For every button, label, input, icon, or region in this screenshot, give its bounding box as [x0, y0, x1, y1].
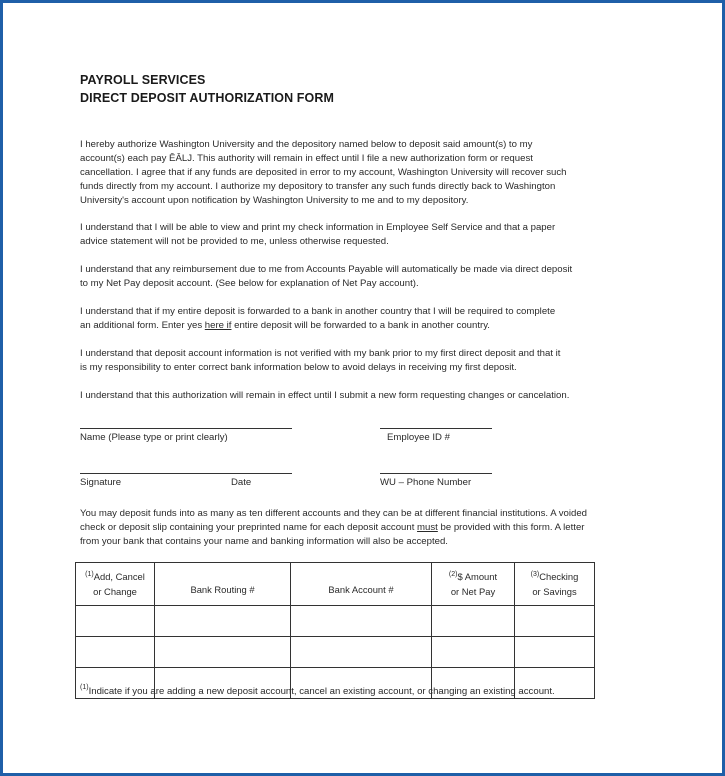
foreign-bank-entry-field[interactable]: here if [204, 320, 232, 331]
table-cell-amount[interactable] [432, 606, 515, 637]
table-cell-type[interactable] [515, 637, 595, 668]
header-line: or Savings [532, 586, 577, 597]
employee-id-field-line[interactable] [380, 428, 492, 429]
header-amount-net-pay [432, 563, 515, 606]
phone-label: WU – Phone Number [380, 477, 472, 488]
date-label: Date [231, 477, 252, 488]
table-header-row [76, 563, 595, 606]
header-line [76, 569, 154, 584]
phone-field-line[interactable] [380, 473, 492, 474]
header-text: $ Amount [457, 571, 498, 582]
header-form-title: DIRECT DEPOSIT AUTHORIZATION FORM [80, 91, 334, 105]
table-cell-routing[interactable] [155, 606, 291, 637]
footnote-marker: (1) [80, 684, 89, 691]
table-row [76, 637, 595, 668]
signature-label: Signature [80, 477, 122, 488]
footnote-marker: (2) [448, 571, 458, 578]
table-cell-routing[interactable] [155, 637, 291, 668]
footnote-text: Indicate if you are adding a new deposit account, cancel an existing account, or changing an existing account. [88, 686, 555, 697]
text-line [80, 319, 650, 333]
header-line: or Net Pay [450, 586, 496, 597]
header-payroll-services: PAYROLL SERVICES [80, 73, 206, 87]
text-line: from your bank that contains your name and banking information will also be accepted. [80, 536, 448, 547]
effect-paragraph [80, 389, 650, 403]
table-cell-amount[interactable] [432, 637, 515, 668]
footnote-marker: (1) [85, 571, 94, 578]
table-cell-account[interactable] [291, 637, 432, 668]
header-text: Add, Cancel [93, 571, 145, 582]
header-bank-account: Bank Account # [291, 563, 432, 606]
table-row [76, 606, 595, 637]
table-cell-action[interactable] [76, 637, 155, 668]
self-service-paragraph [80, 221, 650, 249]
table-cell-account[interactable] [291, 606, 432, 637]
verification-paragraph [80, 347, 650, 375]
multiple-accounts-paragraph [80, 507, 660, 549]
header-text: Checking [539, 571, 579, 582]
reimbursement-paragraph [80, 263, 650, 291]
text-fragment: an additional form. Enter yes [80, 320, 205, 331]
authorization-paragraph [80, 138, 650, 208]
name-field-line[interactable] [80, 428, 292, 429]
table-cell-type[interactable] [515, 606, 595, 637]
text-line: I understand that I will be able to view and print my check information in Employee Self Service and that a paper [80, 222, 556, 233]
footnote-marker: (3) [530, 571, 540, 578]
header-add-cancel-change [76, 563, 155, 606]
text-fragment: entire deposit will be forwarded to a bank in another country. [231, 320, 490, 331]
foreign-bank-paragraph [80, 305, 650, 333]
header-line [432, 569, 514, 584]
header-line [515, 569, 594, 584]
text-line: You may deposit funds into as many as ten different accounts and they can be at different financial institutions. A voided [80, 508, 588, 519]
text-line: account(s) each pay ÊÂLJ. This authority will remain in effect until I file a new authorization form or request [80, 153, 533, 164]
text-line: I hereby authorize Washington University and the depository named below to deposit said amount(s) to my [80, 139, 533, 150]
footnote [80, 686, 555, 697]
text-fragment: check or deposit slip containing your preprinted name for each deposit account [80, 522, 418, 533]
text-line: University's account upon notification by Washington University to me and to my depository. [80, 195, 469, 206]
deposit-accounts-table [75, 562, 595, 699]
header-line: or Change [93, 586, 137, 597]
text-line: I understand that if my entire deposit is forwarded to a bank in another country that I will be required to complete [80, 306, 556, 317]
table-cell-action[interactable] [76, 606, 155, 637]
text-line: cancellation. I agree that if any funds are deposited in error to my account, Washington University will recover such [80, 167, 567, 178]
name-label: Name (Please type or print clearly) [80, 432, 228, 443]
text-fragment: be provided with this form. A letter [437, 522, 585, 533]
text-line: I understand that this authorization will remain in effect until I submit a new form requesting changes or cancelation. [80, 390, 570, 401]
signature-field-line[interactable] [80, 473, 292, 474]
header-bank-routing: Bank Routing # [155, 563, 291, 606]
text-line: I understand that any reimbursement due to me from Accounts Payable will automatically be made via direct deposit [80, 264, 573, 275]
text-line [80, 521, 660, 535]
employee-id-label: Employee ID # [387, 432, 450, 443]
text-line: to my Net Pay deposit account. (See below for explanation of Net Pay account). [80, 278, 419, 289]
text-line: advice statement will not be provided to me, unless otherwise requested. [80, 236, 389, 247]
text-line: funds directly from my account. I authorize my depository to transfer any such funds directly back to Washington [80, 181, 556, 192]
must-emphasis: must [417, 522, 438, 533]
text-line: is my responsibility to enter correct bank information below to avoid delays in receiving my first deposit. [80, 362, 517, 373]
header-checking-savings [515, 563, 595, 606]
text-line: I understand that deposit account information is not verified with my bank prior to my first direct deposit and that it [80, 348, 561, 359]
